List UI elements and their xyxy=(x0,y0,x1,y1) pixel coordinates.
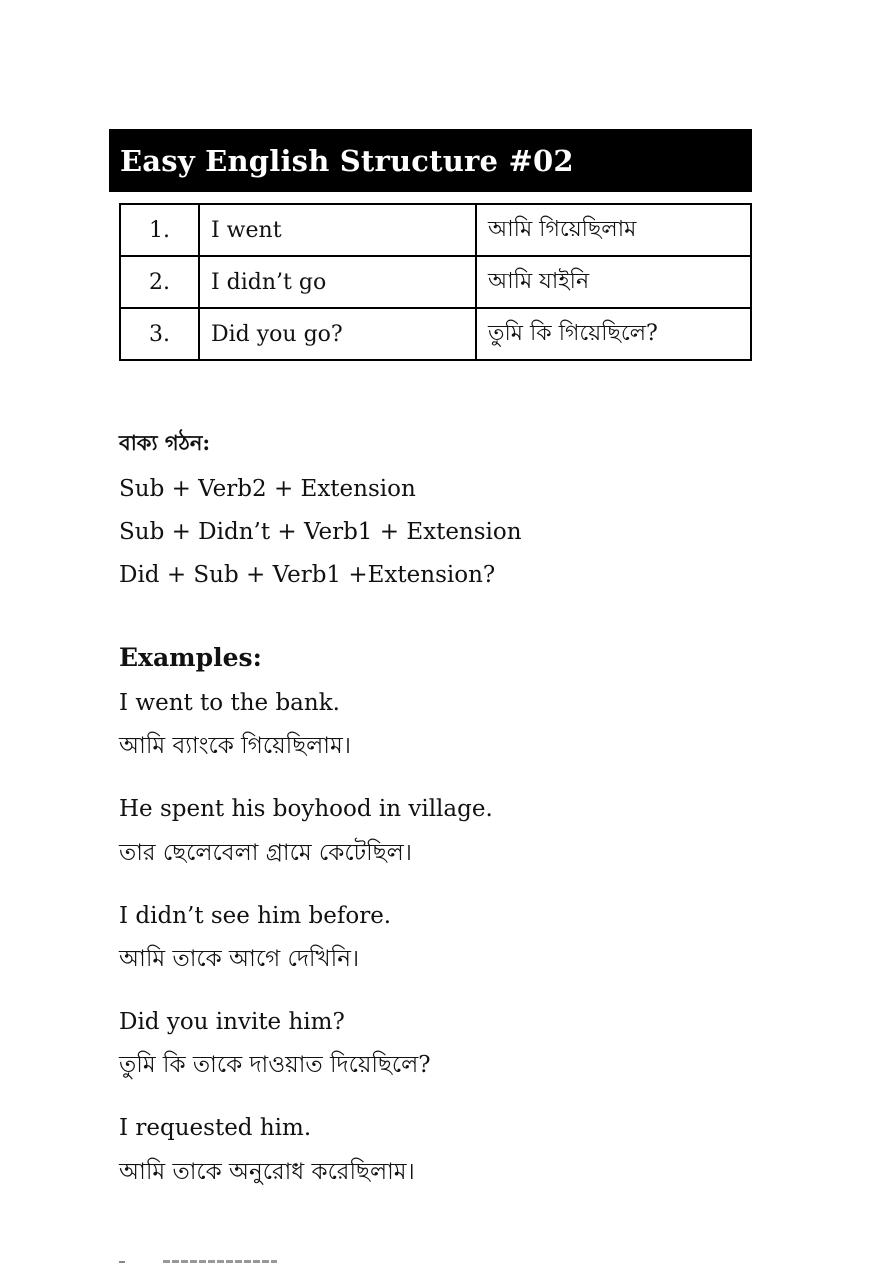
row-number: 2. xyxy=(120,256,199,308)
structure-table xyxy=(119,203,752,361)
structure-heading: বাক্য গঠন: xyxy=(119,430,211,455)
example-english: I went to the bank. xyxy=(119,690,340,716)
footer-mark xyxy=(119,1256,279,1263)
page-title: Easy English Structure #02 xyxy=(120,143,574,178)
structure-line: Did + Sub + Verb1 +Extension? xyxy=(119,562,496,588)
bangla-phrase: তুমি কি গিয়েছিলে? xyxy=(476,308,751,360)
example-english: Did you invite him? xyxy=(119,1009,345,1035)
example-bangla: তার ছেলেবেলা গ্রামে কেটেছিল। xyxy=(119,840,412,866)
english-phrase: I went xyxy=(199,204,476,256)
example-bangla: আমি ব্যাংকে গিয়েছিলাম। xyxy=(119,733,351,759)
example-english: He spent his boyhood in village. xyxy=(119,796,493,822)
bangla-phrase: আমি গিয়েছিলাম xyxy=(476,204,751,256)
example-bangla: আমি তাকে অনুরোধ করেছিলাম। xyxy=(119,1159,415,1185)
bangla-phrase: আমি যাইনি xyxy=(476,256,751,308)
row-number: 3. xyxy=(120,308,199,360)
english-phrase: Did you go? xyxy=(199,308,476,360)
example-english: I requested him. xyxy=(119,1115,312,1141)
table-row xyxy=(120,256,751,308)
example-bangla: আমি তাকে আগে দেখিনি। xyxy=(119,946,360,972)
example-bangla: তুমি কি তাকে দাওয়াত দিয়েছিলে? xyxy=(119,1052,431,1078)
english-phrase: I didn’t go xyxy=(199,256,476,308)
table-row xyxy=(120,308,751,360)
examples-heading: Examples: xyxy=(119,643,262,672)
structure-line: Sub + Didn’t + Verb1 + Extension xyxy=(119,519,522,545)
structure-line: Sub + Verb2 + Extension xyxy=(119,476,416,502)
table-row xyxy=(120,204,751,256)
title-bar xyxy=(109,129,752,192)
row-number: 1. xyxy=(120,204,199,256)
example-english: I didn’t see him before. xyxy=(119,903,392,929)
